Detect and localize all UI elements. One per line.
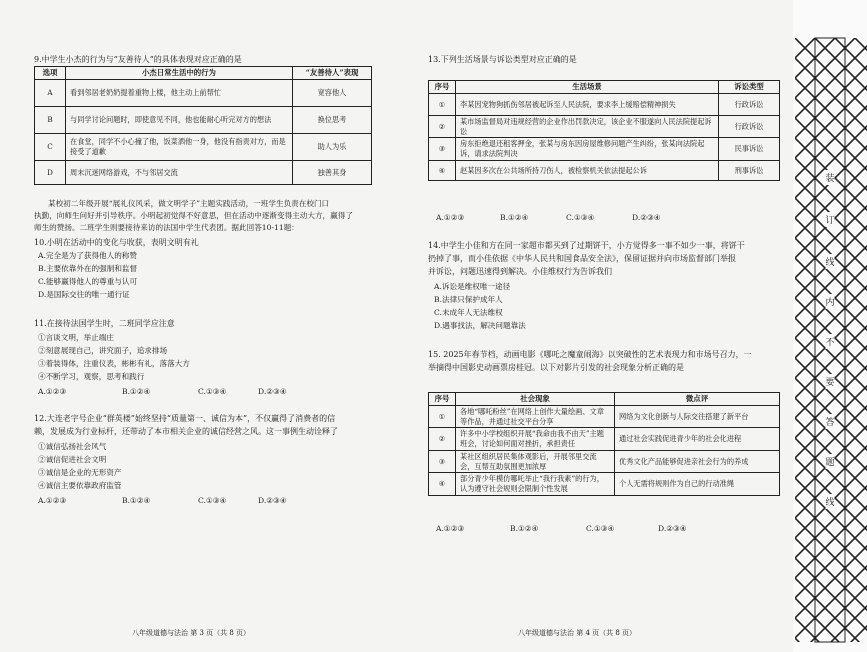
q9-row-trait: 独善其身 bbox=[293, 160, 372, 184]
page-4 bbox=[400, 0, 792, 652]
q14-stem-line: 并诉讼，问题迅速得到解决。小佳维权行为告诉我们 bbox=[428, 267, 612, 276]
q15-row-comment: 个人无需将规则作为自己的行动准绳 bbox=[615, 473, 780, 495]
q15-stem-line: 15. 2025年春节档，动画电影《哪吒之魔童闹海》以突破性的艺术表现力和市场号召力，一 bbox=[428, 350, 752, 359]
binding-char: 题 bbox=[825, 454, 834, 469]
q13-row-scene: 房东拒绝退还租客押金，张某与房东因房屋维修问题产生纠纷，张某向法院起诉，请求法院判决 bbox=[456, 138, 719, 160]
intro-line: 师生的赞扬。二班学生则要接待来访的法国中学生代表团。据此回答10-11题： bbox=[34, 223, 299, 232]
q15-row-comment: 网络为文化创新与人际交往搭建了新平台 bbox=[615, 405, 780, 427]
q12-choice: C.①③④ bbox=[198, 496, 227, 505]
binding-char: 不 bbox=[825, 334, 834, 349]
q15-header-num: 序号 bbox=[429, 393, 456, 406]
q11-choice: D.②③④ bbox=[258, 387, 287, 396]
q15-row-phenomenon: 某社区组织居民集体观影后，开展邻里交流会，互帮互助氛围更加浓厚 bbox=[456, 450, 615, 472]
q11-item: ①言谈文明，举止端庄 bbox=[38, 333, 114, 342]
q12-item: ④诚信主要依靠政府监管 bbox=[38, 481, 122, 490]
q9-row-option: D bbox=[35, 160, 66, 184]
q13-row-num: ③ bbox=[429, 138, 456, 160]
q14-stem-line: 14.中学生小佳和方在同一家超市都买到了过期饼干，小方觉得多一事不如少一事，将饼干 bbox=[428, 241, 745, 250]
q11-choice: C.①③④ bbox=[198, 387, 227, 396]
q9-row-option: B bbox=[35, 106, 66, 133]
q15-row-comment: 通过社会实践促进青少年的社会化进程 bbox=[615, 428, 780, 450]
q9-header-behavior: 小杰日常生活中的行为 bbox=[66, 67, 293, 80]
q13-choice: C.①③④ bbox=[566, 213, 595, 222]
q9-row-behavior: 看到邻居老奶奶提着重物上楼，他主动上前帮忙 bbox=[66, 79, 293, 106]
q12-stem-line: 12.大连老字号企业“群英楼”始终坚持“质量第一、诚信为本”，不仅赢得了消费者的信 bbox=[34, 414, 336, 423]
q15-row-phenomenon: 各地“哪吒粉丝”在网络上创作大量绘画、文章等作品，并通过社交平台分享 bbox=[456, 405, 615, 427]
binding-margin bbox=[793, 0, 867, 652]
q10-option: B.主要依靠外在的强制和监督 bbox=[38, 264, 138, 273]
q11-item: ③着装得体，注重仪表，彬彬有礼，落落大方 bbox=[38, 359, 190, 368]
q15-stem-line: 举摘得中国影史动画票房桂冠。以下对影片引发的社会现象分析正确的是 bbox=[428, 363, 684, 372]
q13-row-num: ④ bbox=[429, 160, 456, 180]
page-3 bbox=[0, 0, 400, 652]
q9-row-trait: 宽容他人 bbox=[293, 79, 372, 106]
binding-char: 线 bbox=[825, 254, 834, 269]
q15-row-num: ② bbox=[429, 428, 456, 450]
q10-option: A.完全是为了获得他人的称赞 bbox=[38, 251, 138, 260]
q12-choice: A.①②③ bbox=[38, 496, 67, 505]
page-footer: 八年级道德与法治 第 3 页（共 8 页） bbox=[132, 628, 251, 637]
q9-row-trait: 助人为乐 bbox=[293, 133, 372, 160]
q15-choice: D.②③④ bbox=[658, 524, 687, 533]
q11-item: ④不断学习，观察，思考和践行 bbox=[38, 372, 145, 381]
q15-table bbox=[428, 392, 780, 496]
q9-header-option: 选项 bbox=[35, 67, 66, 80]
q9-row-option: A bbox=[35, 79, 66, 106]
q13-row-type: 民事诉讼 bbox=[719, 138, 780, 160]
q10-option: C.能够赢得他人的尊重与认可 bbox=[38, 277, 138, 286]
q15-row-num: ④ bbox=[429, 473, 456, 495]
q13-row-type: 行政诉讼 bbox=[719, 115, 780, 137]
q9-row-behavior: 与同学讨论问题时，即使意见不同，他也能耐心听完对方的想法 bbox=[66, 106, 293, 133]
q13-header-num: 序号 bbox=[429, 81, 456, 94]
q13-header-type: 诉讼类型 bbox=[719, 81, 780, 94]
binding-char: 答 bbox=[825, 414, 834, 429]
q11-item: ②刻意展现自己，讲究面子，追求排场 bbox=[38, 346, 168, 355]
q9-row-behavior: 在食堂，同学不小心撞了他，饭菜洒他一身，他没有指责对方，而是接受了道歉 bbox=[66, 133, 293, 160]
q13-choice: A.①②③ bbox=[436, 213, 465, 222]
q9-table bbox=[34, 66, 372, 185]
q13-row-type: 刑事诉讼 bbox=[719, 160, 780, 180]
q13-header-scene: 生活场景 bbox=[456, 81, 719, 94]
q15-choice: A.①②③ bbox=[436, 524, 465, 533]
q14-option: D.遇事找法，解决问题靠法 bbox=[434, 321, 526, 330]
q13-row-scene: 赵某因多次在公共场所持刀伤人，被检察机关依法提起公诉 bbox=[456, 160, 719, 180]
q13-row-type: 行政诉讼 bbox=[719, 93, 780, 115]
q13-row-num: ② bbox=[429, 115, 456, 137]
q13-table bbox=[428, 80, 780, 181]
binding-char: 要 bbox=[825, 374, 834, 389]
q13-choice: D.②③④ bbox=[632, 213, 661, 222]
q15-row-comment: 优秀文化产品能够促进亲社会行为的养成 bbox=[615, 450, 780, 472]
q13-row-num: ① bbox=[429, 93, 456, 115]
q14-option: B.法律只保护成年人 bbox=[434, 295, 503, 304]
q14-option: A.诉讼是维权唯一途径 bbox=[434, 282, 511, 291]
binding-char: 装 bbox=[825, 170, 834, 185]
q11-stem: 11.在接待法国学生时，二班同学应注意 bbox=[34, 319, 175, 328]
q12-item: ②诚信促进社会文明 bbox=[38, 455, 107, 464]
q11-choice: A.①②③ bbox=[38, 387, 67, 396]
q9-stem: 9.中学生小杰的行为与“友善待人”的具体表现对应正确的是 bbox=[34, 55, 242, 64]
q15-header-phenomenon: 社会现象 bbox=[456, 393, 615, 406]
q10-option: D.是国际交往的唯一通行证 bbox=[38, 290, 130, 299]
q9-header-trait: “友善待人”表现 bbox=[293, 67, 372, 80]
q15-header-comment: 微点评 bbox=[615, 393, 780, 406]
q15-choice: B.①②④ bbox=[510, 524, 539, 533]
q12-item: ①诚信弘扬社会风气 bbox=[38, 442, 107, 451]
q12-choice: B.①②④ bbox=[122, 496, 151, 505]
q15-row-phenomenon: 部分青少年模仿哪吒举止“我行我素”的行为，认为遵守社会规则会限制个性发展 bbox=[456, 473, 615, 495]
page-footer: 八年级道德与法治 第 4 页（共 8 页） bbox=[518, 628, 637, 637]
binding-char: 订 bbox=[825, 212, 834, 227]
intro-line: 执勤，向师生问好并引导秩序。小明起初觉得不好意思，但在活动中逐渐变得主动大方，赢得了 bbox=[34, 211, 353, 220]
q15-row-num: ① bbox=[429, 405, 456, 427]
q15-row-num: ③ bbox=[429, 450, 456, 472]
q12-choice: D.②③④ bbox=[258, 496, 287, 505]
q12-stem-line: 赖，发展成为行业标杆，还带动了本市相关企业的诚信经营之风。这一事例生动诠释了 bbox=[34, 427, 338, 436]
q9-row-behavior: 周末沉迷网络游戏，不与邻居交流 bbox=[66, 160, 293, 184]
binding-char: 内 bbox=[825, 294, 834, 309]
binding-lattice-pattern bbox=[793, 0, 867, 652]
q13-row-scene: 李某因宠物狗抓伤邻居被起诉至人民法院，要求李上缓赔偿精神损失 bbox=[456, 93, 719, 115]
q14-option: C.未成年人无法维权 bbox=[434, 308, 503, 317]
q13-stem: 13.下列生活场景与诉讼类型对应正确的是 bbox=[428, 55, 577, 64]
intro-line: 某校初二年级开展“展礼仪风采，做文明学子”主题实践活动，一班学生负责在校门口 bbox=[48, 199, 330, 208]
q10-stem: 10.小明在活动中的变化与收获，表明文明有礼 bbox=[34, 238, 199, 247]
q9-row-trait: 换位思考 bbox=[293, 106, 372, 133]
q11-choice: B.①②④ bbox=[122, 387, 151, 396]
q15-row-phenomenon: 许多中小学校组织开展“我命由我不由天”主题班会，讨论如何面对挫折，承担责任 bbox=[456, 428, 615, 450]
q13-choice: B.①②④ bbox=[500, 213, 529, 222]
q9-row-option: C bbox=[35, 133, 66, 160]
q15-choice: C.①③④ bbox=[586, 524, 615, 533]
q12-item: ③诚信是企业的无形资产 bbox=[38, 468, 122, 477]
q14-stem-line: 扔掉了事，而小佳依据《中华人民共和国食品安全法》，保留证据并向市场监督部门举报 bbox=[428, 254, 736, 263]
binding-char: 线 bbox=[825, 494, 834, 509]
q13-row-scene: 某市场监督局对违规经营的企业作出罚款决定，该企业不服遂向人民法院提起诉讼 bbox=[456, 115, 719, 137]
